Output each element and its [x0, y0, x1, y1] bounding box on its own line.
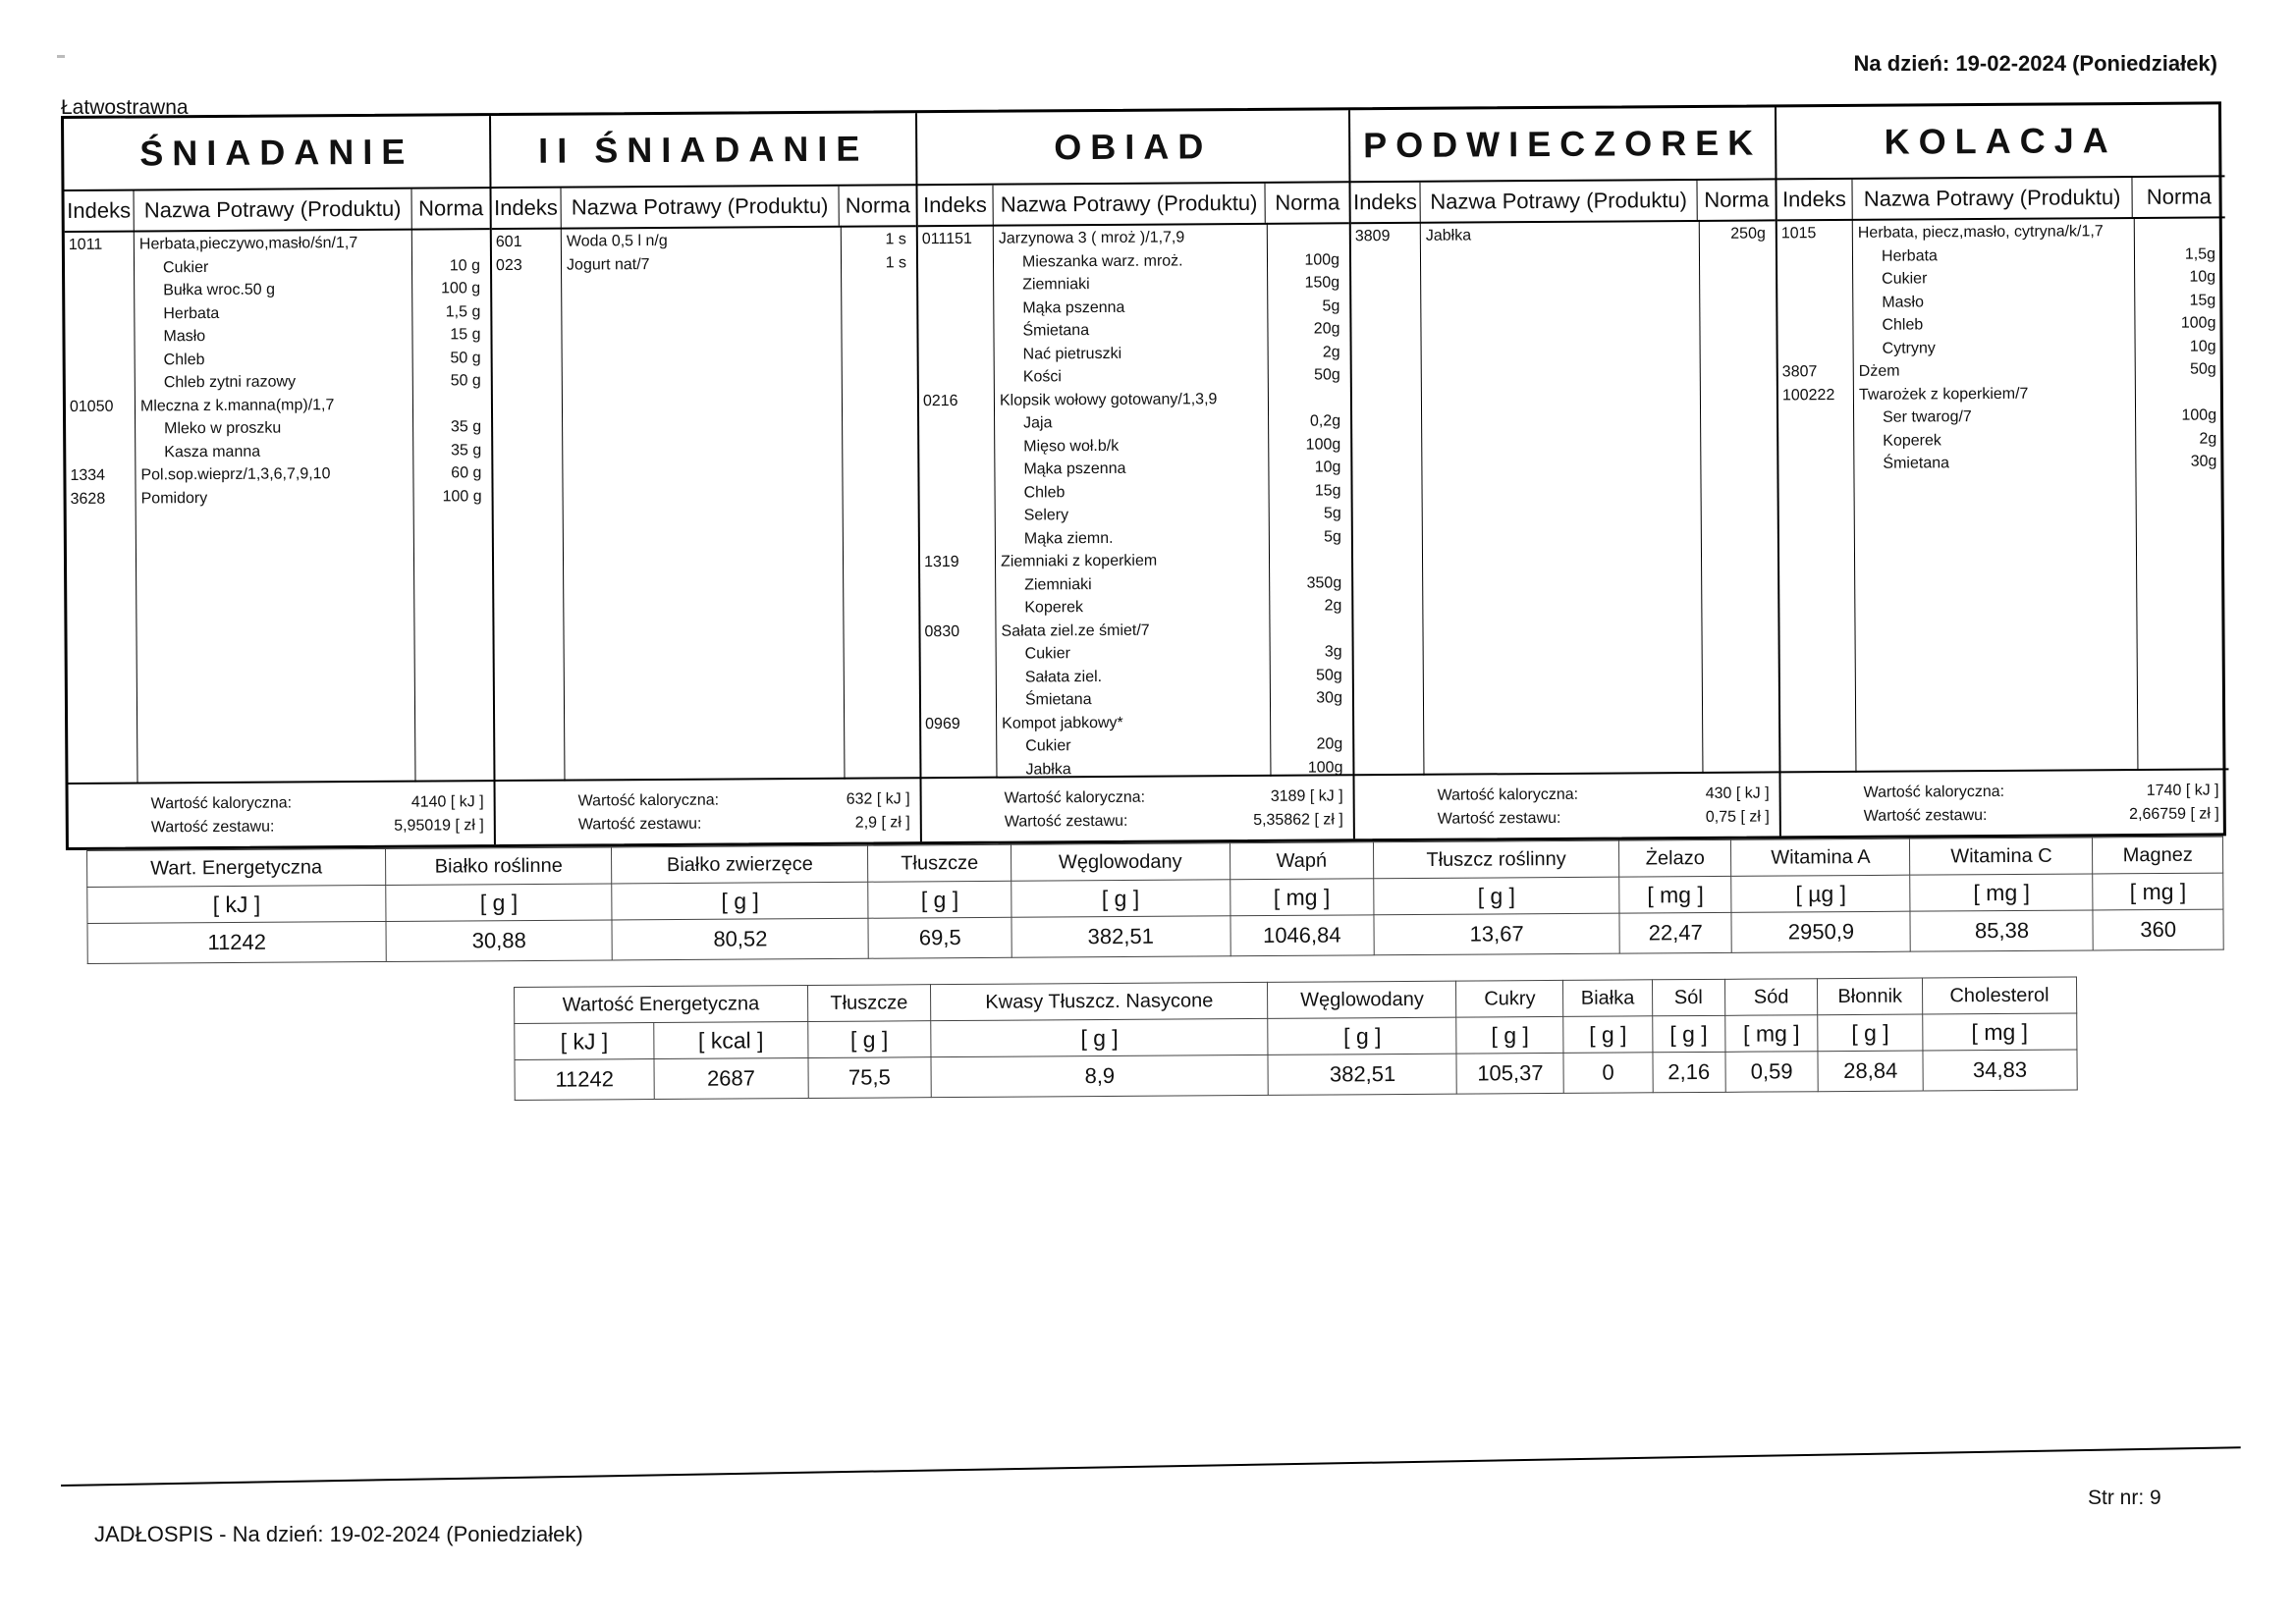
column-divider: [841, 226, 846, 780]
column-header-index: Indeks: [1781, 186, 1846, 212]
scan-mark: [57, 55, 65, 58]
table-row: [921, 667, 1352, 692]
nutrient-value: 0,59: [1725, 1052, 1819, 1093]
table-row: [921, 689, 1352, 715]
row-name: Kości: [1022, 368, 1062, 386]
nutrient-unit: [ g ]: [1268, 1017, 1456, 1055]
row-name: Ziemniaki: [1024, 575, 1092, 594]
nutrient-unit: [ g ]: [1652, 1015, 1724, 1052]
row-norm: 5g: [1323, 505, 1341, 522]
row-norm: 50 g: [450, 372, 481, 390]
nutrient-unit: [ mg ]: [1923, 1013, 2077, 1051]
row-norm: 50g: [1316, 666, 1342, 684]
row-norm: 150g: [1304, 274, 1340, 292]
row-name: Mieszanka warz. mroż.: [1021, 251, 1183, 271]
nutrient-unit: [ kcal ]: [654, 1022, 808, 1059]
meal-title: ŚNIADANIE: [64, 116, 489, 191]
row-name: Cukier: [1024, 645, 1070, 663]
nutrient-header: Cholesterol: [1922, 977, 2076, 1014]
row-name: Pol.sop.wieprz/1,3,6,7,9,10: [140, 465, 331, 484]
column-header-index: Indeks: [1352, 189, 1417, 215]
nutrient-unit: [ mg ]: [1910, 874, 2093, 911]
row-norm: 1,5 g: [445, 302, 481, 320]
nutrient-unit: [ mg ]: [1619, 876, 1731, 913]
row-name: Cytryny: [1882, 339, 1936, 357]
row-index: 1319: [923, 553, 959, 571]
table-row: [1778, 360, 2226, 386]
footer-title: JADŁOSPIS - Na dzień: 19-02-2024 (Poniedziałek): [94, 1522, 583, 1546]
cost-value: 0,75 [ zł ]: [1705, 808, 1770, 826]
row-name: Herbata: [163, 304, 220, 322]
kcal-label: Wartość kaloryczna:: [1863, 783, 2005, 801]
row-norm: 0,2g: [1309, 412, 1341, 430]
row-name: Kompot jabkowy*: [1002, 714, 1123, 732]
table-row: [66, 418, 491, 444]
kcal-label: Wartość kaloryczna:: [1437, 785, 1579, 804]
nutrient-header: Tłuszcz roślinny: [1373, 840, 1618, 879]
table-row: [1777, 314, 2225, 340]
row-index: 3809: [1354, 228, 1391, 245]
row-norm: 20g: [1316, 735, 1343, 753]
row-name: Cukier: [162, 258, 209, 276]
row-name: Herbata,pieczywo,masło/śn/1,7: [138, 234, 358, 253]
row-name: Mąka pszenna: [1022, 298, 1125, 317]
meal-summary: [495, 777, 919, 844]
nutrient-value: 69,5: [868, 917, 1011, 958]
nutrient-header: Magnez: [2093, 837, 2223, 874]
row-name: Śmietana: [1024, 691, 1092, 709]
table-row: [66, 396, 491, 421]
row-index: 100222: [1781, 386, 1835, 404]
nutrients-table-2: [514, 976, 2078, 1101]
row-norm: 2g: [1324, 597, 1342, 615]
row-name: Mięso woł.b/k: [1023, 437, 1120, 456]
column-headers: [917, 183, 1348, 227]
row-name: Mleczna z k.manna(mp)/1,7: [139, 396, 335, 414]
row-norm: 100 g: [441, 280, 481, 298]
table-row: [919, 366, 1350, 392]
column-divider: [561, 228, 566, 782]
nutrient-unit: [ g ]: [931, 1018, 1269, 1056]
nutrient-value: 34,83: [1923, 1050, 2077, 1091]
row-norm: 60 g: [451, 464, 482, 482]
nutrient-value: 11242: [515, 1059, 654, 1101]
table-row: [918, 228, 1349, 253]
nutrients-table-1: [86, 837, 2224, 964]
row-name: Klopsik wołowy gotowany/1,3,9: [999, 390, 1218, 409]
row-index: 0216: [922, 392, 958, 409]
table-row: [918, 251, 1349, 277]
nutrient-header: Białko zwierzęce: [612, 845, 868, 884]
nutrient-value: 105,37: [1456, 1053, 1563, 1094]
row-name: Sałata ziel.ze śmiet/7: [1001, 622, 1150, 640]
row-name: Śmietana: [1022, 322, 1090, 340]
column-headers: [492, 186, 916, 230]
table-row: [492, 231, 916, 256]
row-norm: 1 s: [885, 231, 906, 248]
row-norm: 100 g: [442, 487, 482, 505]
row-index: 011151: [921, 230, 972, 248]
column-header-index: Indeks: [67, 197, 132, 223]
column-header-index: Indeks: [922, 191, 987, 218]
nutrient-value: 75,5: [808, 1057, 932, 1099]
table-row: [918, 298, 1349, 323]
row-norm: 50 g: [450, 349, 481, 366]
nutrient-value: 85,38: [1910, 910, 2093, 951]
table-row: [919, 459, 1350, 484]
table-row: [67, 488, 492, 514]
row-index: 023: [495, 256, 522, 274]
nutrient-unit: [ kJ ]: [87, 885, 386, 923]
table-row: [66, 350, 491, 375]
row-name: Koperek: [1883, 431, 1941, 450]
row-norm: 10g: [2189, 268, 2216, 286]
table-row: [1777, 245, 2225, 271]
row-name: Mąka ziemn.: [1023, 529, 1114, 548]
table-row: [1778, 384, 2226, 409]
meal-title: KOLACJA: [1777, 104, 2224, 180]
row-name: Kasza manna: [164, 443, 261, 460]
cost-label: Wartość zestawu:: [150, 818, 275, 837]
row-name: Cukier: [1025, 737, 1071, 755]
meal-title: PODWIECZOREK: [1350, 107, 1775, 183]
row-name: Ser twarog/7: [1883, 408, 1972, 426]
table-row: [918, 320, 1349, 346]
table-row: [65, 257, 490, 283]
row-norm: 3g: [1324, 643, 1342, 661]
row-name: Śmietana: [1883, 455, 1950, 472]
row-norm: 100g: [2180, 314, 2216, 332]
row-name: Dżem: [1858, 362, 1900, 380]
row-name: Mleko w proszku: [164, 419, 282, 438]
row-norm: 50g: [1314, 366, 1340, 384]
meal-rows: [65, 228, 494, 784]
meals-table: [61, 101, 2226, 850]
table-row: [65, 234, 490, 259]
row-norm: 35 g: [451, 441, 482, 459]
nutrient-unit: [ g ]: [386, 884, 612, 922]
nutrient-value: 8,9: [931, 1055, 1269, 1097]
cost-label: Wartość zestawu:: [577, 815, 702, 834]
footer-divider: [61, 1446, 2241, 1487]
nutrient-value: 30,88: [386, 920, 612, 962]
meal-column: [1775, 104, 2229, 836]
row-norm: 15g: [2189, 291, 2216, 309]
meal-column: [1348, 107, 1779, 839]
row-name: Herbata: [1881, 246, 1938, 265]
row-norm: 30g: [2190, 453, 2217, 470]
meal-rows: [918, 222, 1353, 779]
nutrient-value: 11242: [87, 921, 386, 963]
row-norm: 2g: [1322, 343, 1340, 360]
table-row: [919, 412, 1350, 438]
nutrient-unit: [ g ]: [1818, 1014, 1923, 1052]
row-name: Bułka wroc.50 g: [163, 281, 276, 299]
table-row: [921, 643, 1352, 669]
page-number: Str nr: 9: [2088, 1487, 2161, 1509]
row-norm: 10g: [2189, 337, 2216, 355]
column-headers: [65, 189, 490, 233]
table-row: [65, 326, 490, 352]
row-name: Jaja: [1023, 414, 1053, 432]
meal-column: [489, 113, 920, 844]
nutrient-value: 13,67: [1374, 913, 1619, 955]
row-index: 1015: [1780, 225, 1817, 243]
row-name: Chleb zytni razowy: [163, 373, 297, 392]
nutrient-unit: [ mg ]: [2093, 873, 2223, 910]
table-row: [920, 551, 1351, 576]
row-norm: 250g: [1730, 225, 1766, 243]
row-name: Ziemniaki z koperkiem: [1000, 552, 1158, 570]
row-name: Jabłka: [1025, 760, 1071, 778]
row-name: Ziemniaki: [1022, 276, 1090, 294]
column-header-name: Nazwa Potrawy (Produktu): [1851, 178, 2132, 219]
nutrient-unit: [ g ]: [807, 1021, 931, 1058]
row-index: 1011: [68, 236, 103, 253]
row-name: Masło: [1882, 293, 1925, 311]
row-norm: 100g: [1307, 758, 1343, 777]
meal-column: [915, 110, 1353, 841]
table-row: [919, 344, 1350, 369]
column-headers: [1350, 180, 1775, 224]
nutrient-header: Błonnik: [1818, 978, 1923, 1015]
table-row: [918, 274, 1349, 299]
row-name: Herbata, piecz,masło, cytryna/k/1,7: [1857, 223, 2104, 242]
column-divider: [1420, 222, 1425, 776]
table-row: [1777, 268, 2225, 294]
row-index: 3628: [70, 490, 106, 508]
column-divider: [1699, 220, 1704, 774]
nutrient-header: Węglowodany: [1011, 843, 1230, 881]
row-name: Chleb: [1023, 483, 1066, 502]
row-norm: 100g: [1304, 250, 1340, 269]
row-name: Nać pietruszki: [1022, 345, 1122, 363]
row-name: Twarożek z koperkiem/7: [1858, 385, 2029, 404]
row-name: Chleb: [163, 351, 205, 368]
row-norm: 100g: [2181, 406, 2217, 424]
table-row: [1351, 225, 1776, 250]
table-row: [66, 372, 491, 398]
nutrient-unit: [ g ]: [1374, 877, 1619, 915]
column-header-name: Nazwa Potrawy (Produktu): [992, 184, 1265, 225]
cost-value: 2,66759 [ zł ]: [2129, 805, 2219, 824]
row-index: 0830: [924, 622, 960, 640]
nutrient-value: 2687: [654, 1058, 808, 1100]
row-norm: 2g: [2199, 429, 2217, 448]
column-header-norm: Norma: [2132, 177, 2225, 217]
nutrient-header: Kwasy Tłuszcz. Nasycone: [930, 982, 1268, 1020]
row-index: 1334: [70, 466, 106, 484]
nutrient-header: Witamina A: [1731, 839, 1910, 876]
table-row: [920, 528, 1351, 554]
cost-value: 5,35862 [ zł ]: [1253, 811, 1343, 829]
table-row: [1778, 338, 2226, 363]
cost-value: 2,9 [ zł ]: [854, 814, 910, 832]
kcal-value: 4140 [ kJ ]: [410, 793, 484, 811]
column-header-name: Nazwa Potrawy (Produktu): [134, 189, 411, 231]
nutrient-unit: [ g ]: [1011, 880, 1230, 917]
row-name: Pomidory: [140, 489, 208, 507]
kcal-label: Wartość kaloryczna:: [577, 791, 720, 810]
table-row: [1778, 430, 2226, 456]
nutrient-value: 360: [2093, 909, 2223, 950]
meal-summary: [921, 774, 1352, 841]
meal-summary: [1780, 768, 2228, 836]
cost-label: Wartość zestawu:: [1437, 809, 1561, 828]
diet-name: Łatwostrawna: [61, 96, 189, 119]
row-norm: 5g: [1324, 527, 1341, 545]
nutrient-header: Cukry: [1456, 980, 1563, 1017]
nutrient-value: 1046,84: [1230, 915, 1374, 956]
nutrient-unit: [ mg ]: [1724, 1015, 1818, 1053]
row-name: Jogurt nat/7: [566, 255, 650, 274]
row-norm: 20g: [1313, 320, 1340, 338]
column-header-index: Indeks: [493, 194, 558, 221]
kcal-label: Wartość kaloryczna:: [1004, 788, 1146, 807]
cost-label: Wartość zestawu:: [1863, 807, 1988, 825]
kcal-value: 3189 [ kJ ]: [1270, 787, 1343, 805]
nutrient-header: Wartość Energetyczna: [515, 986, 808, 1024]
row-name: Jabłka: [1425, 227, 1472, 244]
table-row: [921, 713, 1352, 738]
nutrient-header: Wapń: [1230, 842, 1374, 880]
table-row: [920, 574, 1351, 600]
row-index: 601: [495, 233, 522, 251]
kcal-value: 1740 [ kJ ]: [2146, 782, 2219, 799]
row-norm: 35 g: [450, 418, 482, 436]
column-headers: [1777, 177, 2224, 221]
meal-rows: [1351, 219, 1779, 776]
meal-title: OBIAD: [917, 110, 1348, 186]
table-row: [65, 280, 490, 305]
column-header-norm: Norma: [411, 189, 490, 229]
cost-label: Wartość zestawu:: [1004, 812, 1128, 831]
meal-title: II ŚNIADANIE: [491, 113, 915, 189]
nutrient-value: 2950,9: [1731, 911, 1910, 952]
table-row: [921, 735, 1352, 761]
nutrient-header: Tłuszcze: [868, 844, 1011, 882]
table-row: [1777, 222, 2225, 247]
kcal-value: 430 [ kJ ]: [1705, 784, 1770, 802]
row-name: Chleb: [1882, 316, 1924, 334]
column-header-name: Nazwa Potrawy (Produktu): [560, 187, 839, 228]
nutrient-header: Tłuszcze: [807, 985, 931, 1022]
nutrient-header: Sól: [1652, 979, 1724, 1015]
nutrient-header: Białka: [1563, 980, 1653, 1017]
nutrient-unit: [ g ]: [1563, 1016, 1653, 1054]
nutrient-unit: [ g ]: [868, 881, 1011, 918]
row-norm: 350g: [1306, 573, 1342, 592]
row-norm: 30g: [1316, 689, 1343, 707]
kcal-value: 632 [ kJ ]: [846, 790, 910, 808]
nutrient-value: 0: [1563, 1053, 1653, 1094]
row-norm: 100g: [1305, 435, 1341, 454]
meal-summary: [69, 780, 494, 847]
table-row: [920, 482, 1351, 508]
nutrient-unit: [ kJ ]: [515, 1023, 654, 1060]
table-row: [492, 254, 916, 280]
table-row: [920, 621, 1351, 646]
nutrient-value: 80,52: [612, 918, 869, 960]
nutrient-unit: [ µg ]: [1731, 875, 1910, 912]
table-row: [66, 464, 491, 490]
nutrient-value: 382,51: [1268, 1054, 1456, 1095]
row-norm: 15g: [1314, 481, 1341, 500]
row-name: Mąka pszenna: [1023, 460, 1126, 478]
table-row: [1777, 292, 2225, 317]
row-index: 01050: [69, 398, 114, 415]
nutrient-value: 382,51: [1011, 916, 1230, 957]
nutrient-header: Witamina C: [1910, 838, 2093, 875]
nutrient-value: 2,16: [1653, 1052, 1725, 1092]
nutrient-header: Białko roślinne: [386, 847, 612, 886]
row-norm: 1 s: [885, 253, 907, 271]
row-name: Sałata ziel.: [1024, 668, 1103, 686]
page-date: Na dzień: 19-02-2024 (Poniedziałek): [1853, 51, 2217, 76]
row-name: Masło: [163, 328, 206, 346]
table-row: [919, 390, 1350, 415]
table-row: [1778, 453, 2226, 478]
row-norm: 10g: [1314, 459, 1341, 476]
meal-rows: [492, 225, 920, 782]
row-norm: 1,5g: [2184, 244, 2216, 263]
table-row: [66, 442, 491, 467]
table-row: [920, 505, 1351, 530]
row-index: 0969: [925, 715, 960, 732]
table-row: [65, 303, 490, 329]
nutrient-unit: [ g ]: [1456, 1016, 1563, 1054]
nutrient-header: Wart. Energetyczna: [87, 848, 386, 887]
column-header-name: Nazwa Potrawy (Produktu): [1419, 181, 1697, 222]
row-name: Jarzynowa 3 ( mroż )/1,7,9: [998, 229, 1185, 247]
meal-column: [64, 116, 494, 847]
row-index: 3807: [1781, 363, 1818, 381]
nutrient-value: 22,47: [1619, 912, 1731, 953]
meal-rows: [1777, 216, 2229, 773]
nutrient-unit: [ g ]: [612, 882, 868, 920]
nutrient-header: Węglowodany: [1268, 981, 1456, 1018]
column-header-norm: Norma: [1697, 180, 1776, 220]
row-name: Cukier: [1882, 270, 1928, 288]
kcal-label: Wartość kaloryczna:: [150, 794, 293, 813]
table-row: [920, 597, 1351, 622]
nutrient-unit: [ mg ]: [1230, 879, 1374, 916]
table-row: [1778, 406, 2226, 432]
meal-summary: [1354, 771, 1778, 839]
cost-value: 5,95019 [ zł ]: [394, 817, 484, 835]
row-norm: 50g: [2190, 360, 2216, 378]
row-norm: 10 g: [449, 256, 481, 274]
nutrient-value: 28,84: [1818, 1051, 1923, 1092]
nutrient-header: Żelazo: [1619, 839, 1731, 877]
column-header-norm: Norma: [839, 186, 916, 226]
row-name: Woda 0,5 l n/g: [566, 232, 668, 250]
row-norm: 5g: [1322, 297, 1340, 314]
nutrient-header: Sód: [1724, 979, 1818, 1016]
column-header-norm: Norma: [1265, 183, 1349, 223]
row-name: Koperek: [1024, 599, 1083, 617]
row-norm: 15 g: [450, 326, 481, 344]
table-row: [919, 436, 1350, 461]
row-name: Selery: [1023, 507, 1069, 524]
